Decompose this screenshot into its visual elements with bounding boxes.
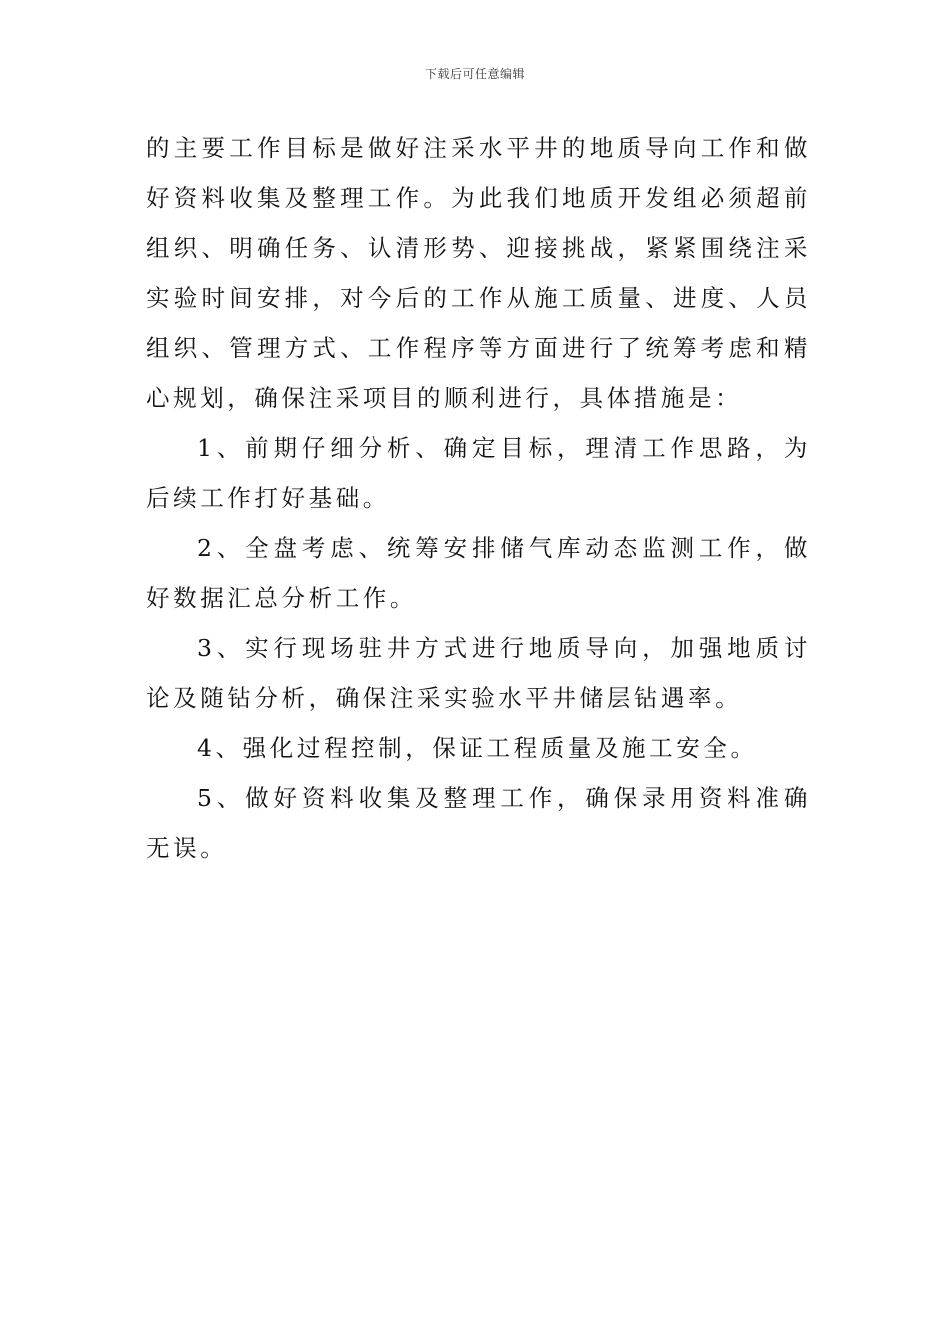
paragraph-item-5: 5、做好资料收集及整理工作，确保录用资料准确无误。 <box>146 784 811 862</box>
paragraph-item-2: 2、全盘考虑、统筹安排储气库动态监测工作，做好数据汇总分析工作。 <box>146 534 811 612</box>
header-note: 下载后可任意编辑 <box>424 67 525 81</box>
paragraph-item-1: 1、前期仔细分析、确定目标，理清工作思路，为后续工作打好基础。 <box>146 434 811 512</box>
paragraph-item-3: 3、实行现场驻井方式进行地质导向，加强地质讨论及随钻分析，确保注采实验水平井储层钻遇率。 <box>146 634 811 712</box>
paragraph-item-4: 4、强化过程控制，保证工程质量及施工安全。 <box>197 734 758 762</box>
paragraph-intro: 的主要工作目标是做好注采水平井的地质导向工作和做好资料收集及整理工作。为此我们地质开发组必须超前组织、明确任务、认清形势、迎接挑战，紧紧围绕注采实验时间安排，对今后的工作从施工质量、进度、人员组织、管理方式、工作程序等方面进行了统筹考虑和精心规划，确保注采项目的顺利进行，具体措施是： <box>146 134 811 412</box>
document-body <box>146 123 811 873</box>
